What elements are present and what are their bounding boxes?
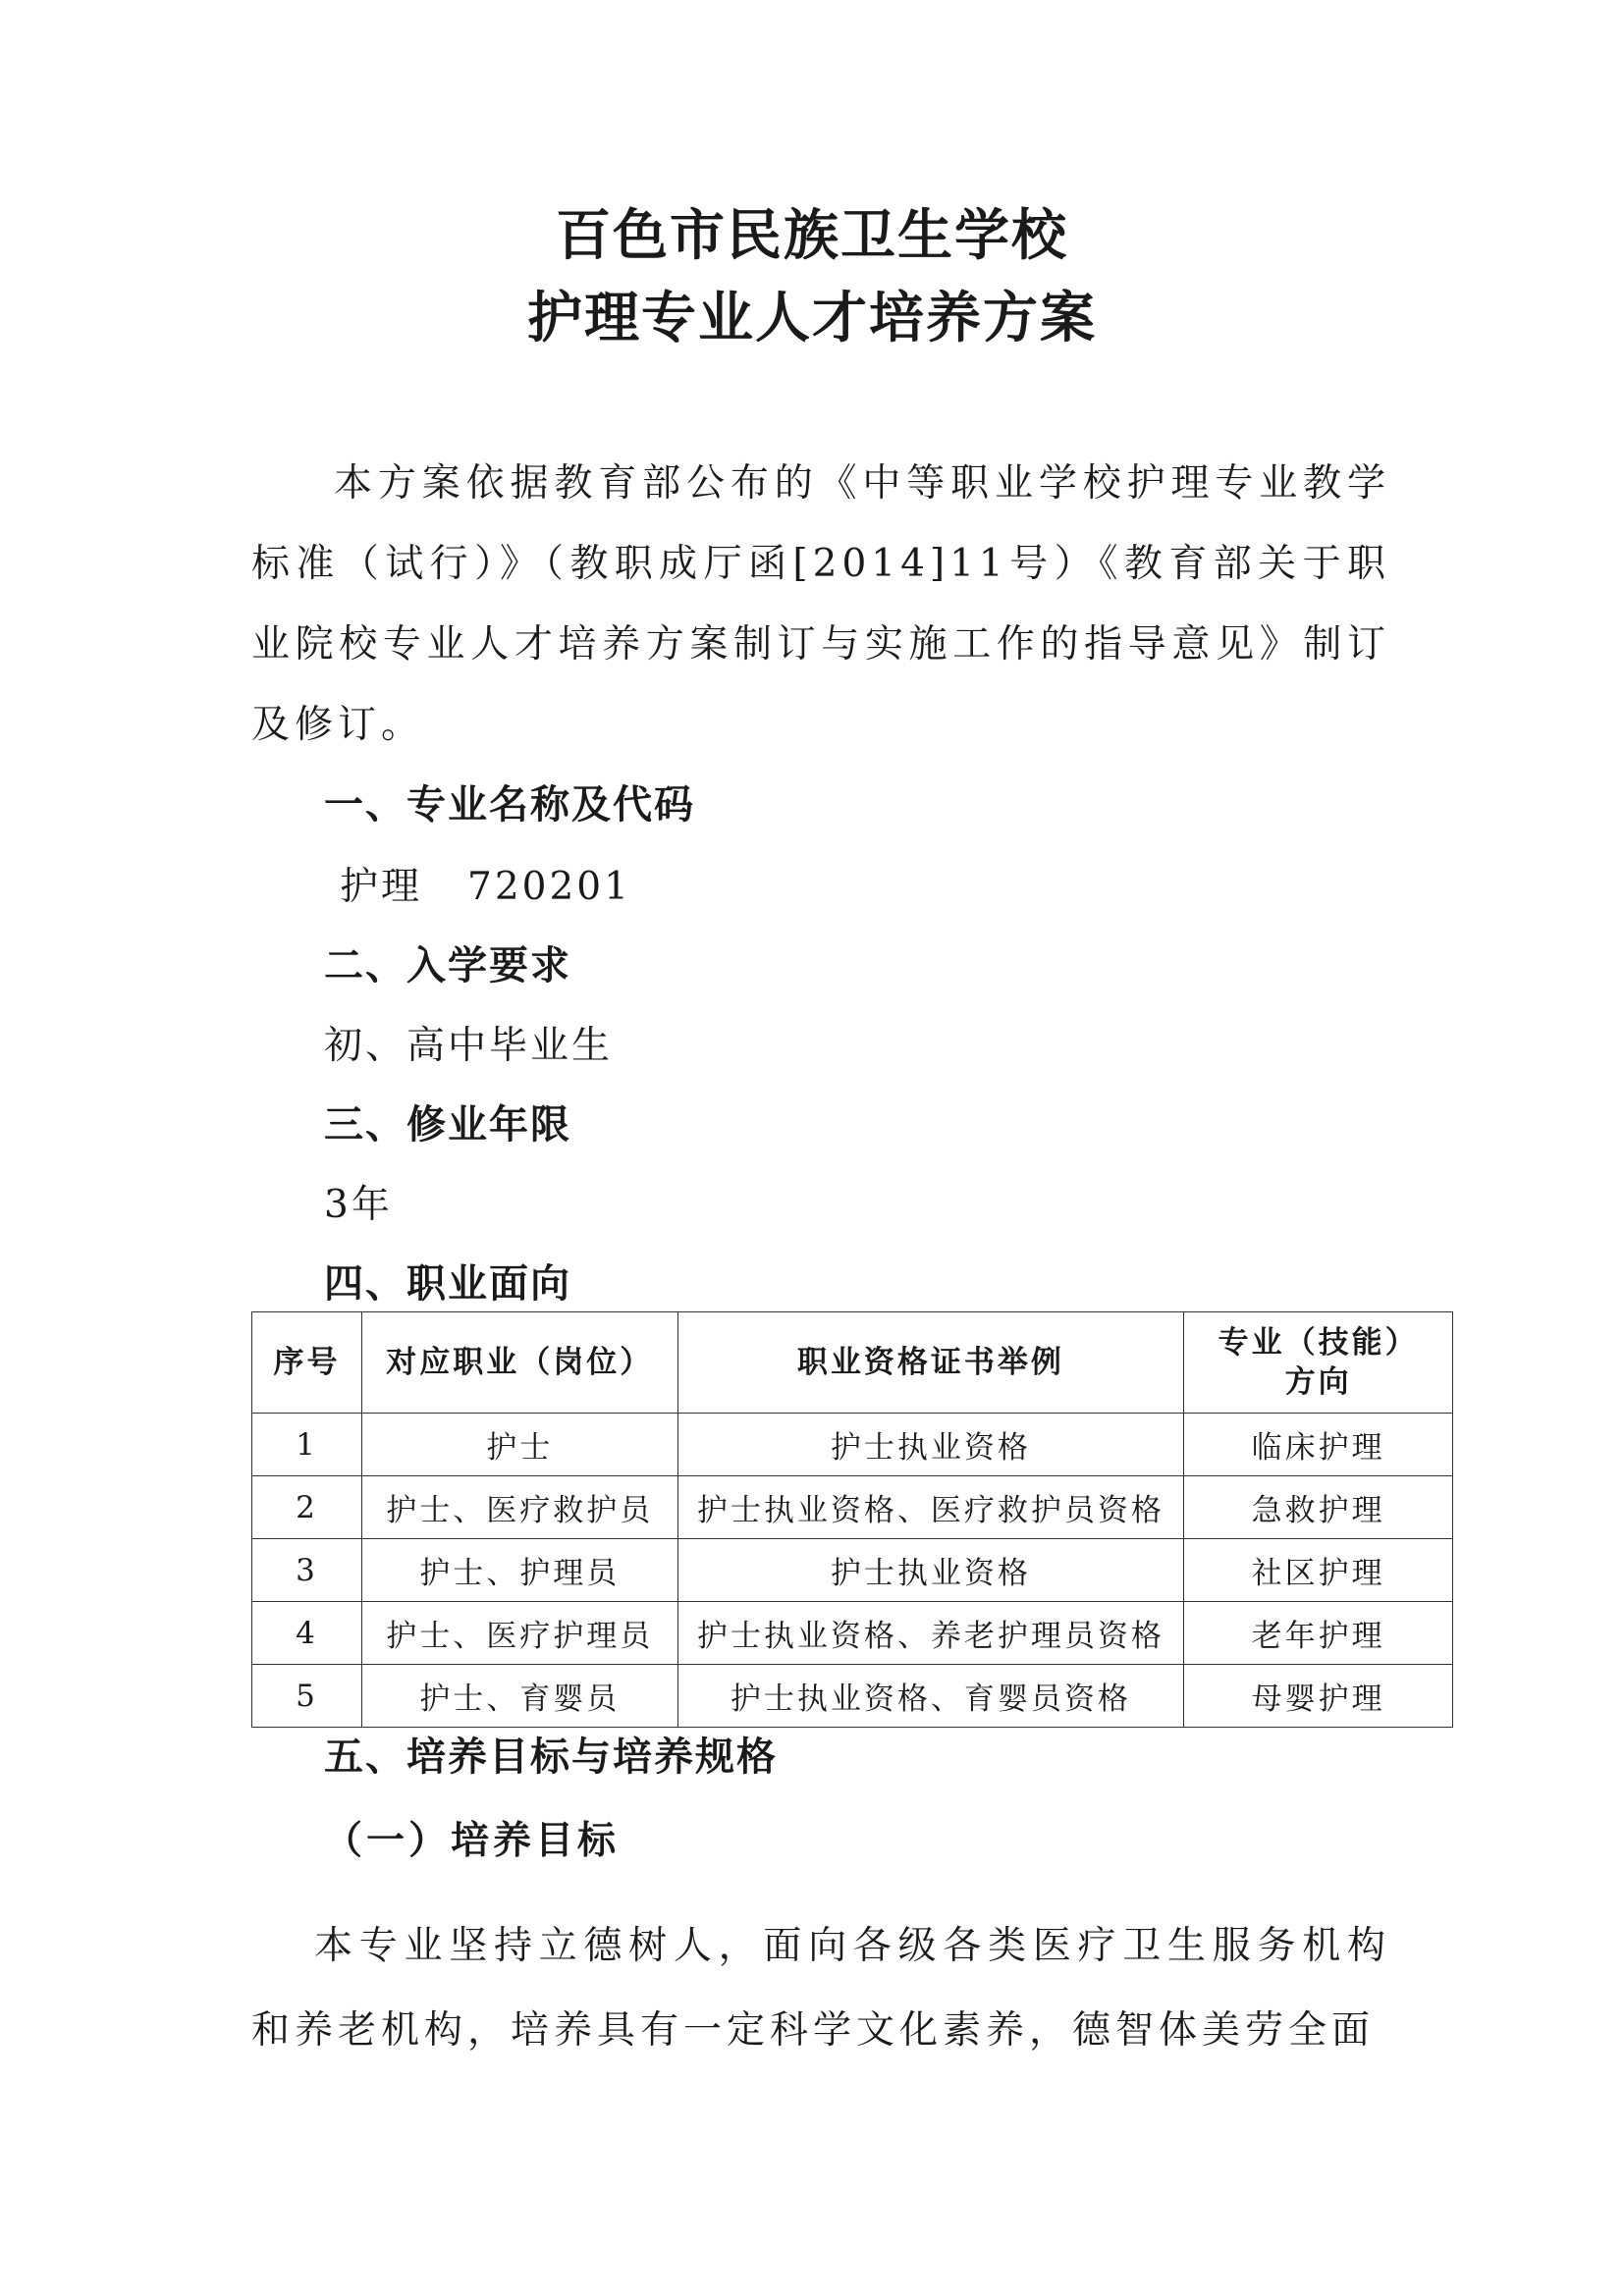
- table-header-cell: 序号: [252, 1312, 362, 1414]
- section-heading-1: 一、专业名称及代码: [324, 782, 695, 828]
- table-row: [252, 1414, 1453, 1476]
- table-cell: 护士执业资格: [677, 1414, 1184, 1476]
- section-heading-3: 三、修业年限: [324, 1102, 571, 1148]
- table-cell: 护士、医疗护理员: [361, 1602, 677, 1665]
- occupation-table: [251, 1311, 1453, 1728]
- table-header-cell: 对应职业（岗位）: [361, 1312, 677, 1414]
- admission-text: 初、高中毕业生: [324, 1024, 614, 1068]
- major-code: 720201: [467, 865, 631, 909]
- table-cell: 临床护理: [1184, 1414, 1453, 1476]
- table-cell: 护士执业资格: [677, 1539, 1184, 1602]
- table-header-row: [252, 1312, 1453, 1414]
- table-header-cell: 专业（技能）方向: [1184, 1312, 1453, 1414]
- table-cell: 社区护理: [1184, 1539, 1453, 1602]
- table-row: [252, 1602, 1453, 1665]
- table-row: [252, 1476, 1453, 1539]
- intro-paragraph: 本方案依据教育部公布的《中等职业学校护理专业教学标准（试行）》（教职成厅函[2014]11号）《教育部关于职业院校专业人才培养方案制订与实施工作的指导意见》制订及修订。: [251, 461, 1390, 747]
- table-row: [252, 1665, 1453, 1728]
- table-cell: 护士、医疗救护员: [361, 1476, 677, 1539]
- major-name: 护理: [340, 865, 423, 909]
- duration-text: 3年: [324, 1183, 393, 1227]
- section-heading-4: 四、职业面向: [324, 1261, 571, 1307]
- table-cell: 母婴护理: [1184, 1665, 1453, 1728]
- table-cell: 3: [252, 1539, 362, 1602]
- section-heading-5: 五、培养目标与培养规格: [324, 1735, 778, 1780]
- subsection-heading: （一）培养目标: [324, 1819, 621, 1863]
- table-cell: 5: [252, 1665, 362, 1728]
- table-cell: 护士、育婴员: [361, 1665, 677, 1728]
- document-title-line2: 护理专业人才培养方案: [527, 286, 1097, 350]
- table-cell: 护士: [361, 1414, 677, 1476]
- table-cell: 护士执业资格、养老护理员资格: [677, 1602, 1184, 1665]
- goal-paragraph: 本专业坚持立德树人，面向各级各类医疗卫生服务机构和养老机构，培养具有一定科学文化素养，德智体美劳全面: [251, 1924, 1390, 2053]
- document-title-line1: 百色市民族卫生学校: [556, 203, 1068, 268]
- table-cell: 急救护理: [1184, 1476, 1453, 1539]
- table-row: [252, 1539, 1453, 1602]
- table-cell: 1: [252, 1414, 362, 1476]
- table-header-cell: 职业资格证书举例: [677, 1312, 1184, 1414]
- table-cell: 老年护理: [1184, 1602, 1453, 1665]
- table-cell: 护士、护理员: [361, 1539, 677, 1602]
- section-heading-2: 二、入学要求: [324, 943, 571, 988]
- table-cell: 护士执业资格、医疗救护员资格: [677, 1476, 1184, 1539]
- table-cell: 2: [252, 1476, 362, 1539]
- table-cell: 护士执业资格、育婴员资格: [677, 1665, 1184, 1728]
- table-cell: 4: [252, 1602, 362, 1665]
